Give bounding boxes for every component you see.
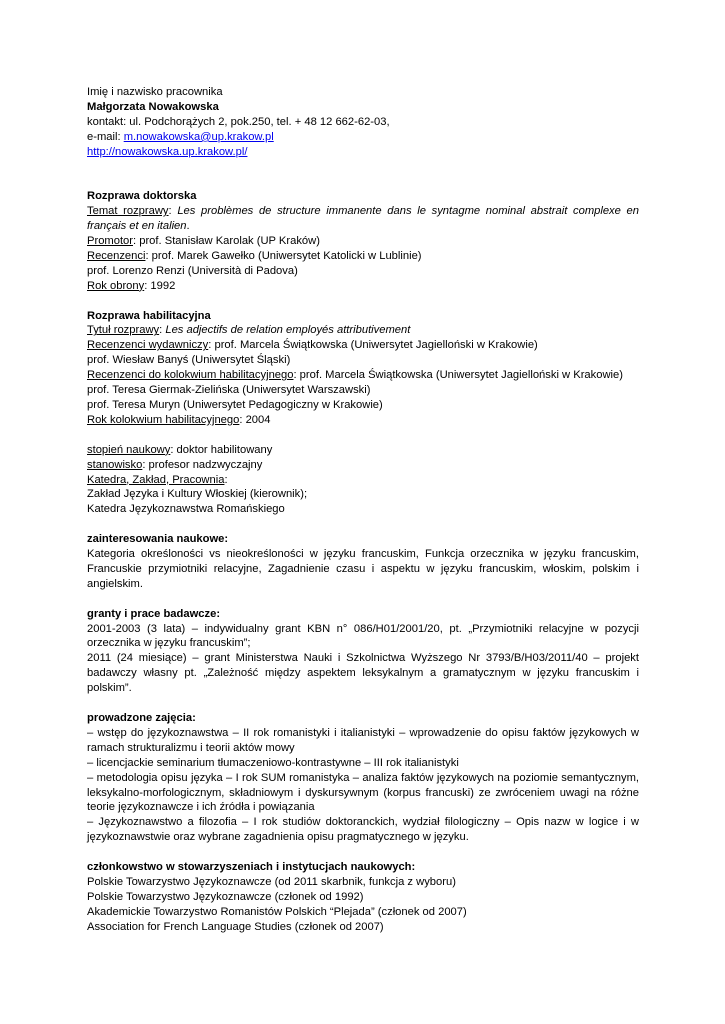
promotor-value: : prof. Stanisław Karolak (UP Kraków) (133, 235, 320, 248)
course-item-3: – metodologia opisu języka – I rok SUM romanistyka – analiza faktów językowych na poziomie semantycznym, leksykalno-morfologicznym, składniowym i dyskursywnym (korpus francuski) ze zwróceniem uwagi na różne teorie językoznawcze i ich źródła i powiązania (87, 771, 639, 814)
habilitation-title: Les adjectifs de relation employés attributivement (165, 324, 411, 337)
promotor-line (87, 234, 639, 249)
name-label: Imię i nazwisko pracownika (87, 86, 223, 98)
reviewer-2: prof. Lorenzo Renzi (Università di Padova) (87, 264, 298, 277)
interests-text: Kategoria określoności vs nieokreśloności w języku francuskim, Funkcja orzecznika w języku francuskim, Francuskie przymiotniki relacyjne, Zagadnienie czasu i aspektu w języku francuskim, włoskim, polskim i angielskim. (87, 548, 639, 590)
habilitation-title-separator: : (159, 324, 166, 337)
publishing-reviewers-line (87, 338, 639, 353)
topic-title: Les problèmes de structure immanente dans le syntagme nominal abstrait complexe en français et en italien (87, 205, 639, 233)
homepage-link[interactable]: http://nowakowska.up.krakow.pl/ (87, 145, 248, 158)
unit-label: Katedra, Zakład, Pracownia (87, 473, 225, 486)
contact-line: kontakt: ul. Podchorążych 2, pok.250, tel. + 48 12 662-62-03, (87, 115, 390, 128)
degree-value: : doktor habilitowany (170, 443, 273, 456)
colloquium-reviewer-2: prof. Teresa Giermak-Zielińska (Uniwersytet Warszawski) (87, 384, 371, 397)
post-label: stanowisko (87, 458, 143, 471)
membership-item-1: Polskie Towarzystwo Językoznawcze (od 2011 skarbnik, funkcja z wyboru) (87, 875, 456, 888)
courses-heading: prowadzone zajęcia: (87, 711, 196, 724)
colloquium-reviewers-label: Recenzenci do kolokwium habilitacyjnego (87, 369, 294, 382)
course-item-4: – Językoznawstwo a filozofia – I rok studiów doktoranckich, wydział filologiczny – Opis nazw w logice i w językoznawstwie oraz wybrane zagadnienia opisu pragmatycznego w języku. (87, 816, 639, 844)
unit-separator: : (224, 473, 228, 486)
defense-year-line (87, 279, 639, 294)
publishing-reviewer-2: prof. Wiesław Banyś (Uniwersytet Śląski) (87, 354, 291, 367)
email-prefix: e-mail: (87, 130, 124, 143)
colloquium-year-label: Rok kolokwium habilitacyjnego (87, 413, 240, 426)
post-line (87, 458, 639, 473)
doctorate-heading: Rozprawa doktorska (87, 190, 197, 203)
habilitation-heading: Rozprawa habilitacyjna (87, 309, 211, 322)
course-item-2: – licencjackie seminarium tłumaczeniowo-kontrastywne – III rok italianistyki (87, 756, 459, 769)
publishing-reviewers-label: Recenzenci wydawniczy (87, 339, 209, 352)
grant-item-1: 2001-2003 (3 lata) – indywidualny grant KBN n° 086/H01/2001/20, pt. „Przymiotniki relacyjne w pozycji orzecznika w języku francuskim”; (87, 622, 639, 650)
course-item-1: – wstęp do językoznawstwa – II rok romanistyki i italianistyki – wprowadzenie do opisu faktów językowych w ramach strukturalizmu i teorii aktów mowy (87, 726, 639, 754)
promotor-label: Promotor (87, 235, 134, 248)
topic-label: Temat rozprawy (87, 205, 169, 218)
post-value: : profesor nadzwyczajny (142, 458, 263, 471)
grants-heading: granty i prace badawcze: (87, 607, 221, 620)
defense-year-value: : 1992 (144, 279, 176, 292)
degree-label: stopień naukowy (87, 443, 171, 456)
grant-item-2: 2011 (24 miesiące) – grant Ministerstwa Nauki i Szkolnictwa Wyższego Nr 3793/B/H03/2011/40 – projekt badawczy własny pt. „Zależność między aspektem leksykalnym a gramatycznym w języku francuskim i polskim”. (87, 652, 639, 695)
document-page (87, 85, 639, 935)
habilitation-title-line (87, 323, 639, 338)
unit-line (87, 473, 639, 488)
colloquium-year-value: : 2004 (239, 413, 271, 426)
colloquium-reviewers-line (87, 368, 639, 383)
reviewer-1: : prof. Marek Gawełko (Uniwersytet Katolicki w Lublinie) (145, 249, 422, 262)
reviewers-line (87, 249, 639, 264)
defense-year-label: Rok obrony (87, 279, 145, 292)
reviewers-label: Recenzenci (87, 249, 146, 262)
publishing-reviewer-1: : prof. Marcela Świątkowska (Uniwersytet Jagielloński w Krakowie) (208, 339, 538, 352)
colloquium-reviewer-1: : prof. Marcela Świątkowska (Uniwersytet Jagielloński w Krakowie) (293, 369, 623, 382)
doctorate-topic (87, 204, 639, 234)
topic-end: . (186, 220, 190, 233)
membership-item-3: Akademickie Towarzystwo Romanistów Polskich “Plejada” (członek od 2007) (87, 905, 467, 918)
interests-heading: zainteresowania naukowe: (87, 533, 229, 546)
membership-item-2: Polskie Towarzystwo Językoznawcze (członek od 1992) (87, 890, 364, 903)
membership-item-4: Association for French Language Studies (członek od 2007) (87, 920, 384, 933)
memberships-heading: członkowstwo w stowarzyszeniach i instytucjach naukowych: (87, 861, 416, 874)
topic-separator: : (168, 205, 178, 218)
degree-line (87, 443, 639, 458)
unit-1: Zakład Języka i Kultury Włoskiej (kierownik); (87, 488, 308, 501)
colloquium-year-line (87, 413, 639, 428)
unit-2: Katedra Językoznawstwa Romańskiego (87, 503, 285, 516)
email-link[interactable]: m.nowakowska@up.krakow.pl (123, 130, 274, 143)
habilitation-title-label: Tytuł rozprawy (87, 324, 160, 337)
employee-name: Małgorzata Nowakowska (87, 100, 219, 113)
email-line (87, 130, 639, 145)
colloquium-reviewer-3: prof. Teresa Muryn (Uniwersytet Pedagogiczny w Krakowie) (87, 399, 383, 411)
